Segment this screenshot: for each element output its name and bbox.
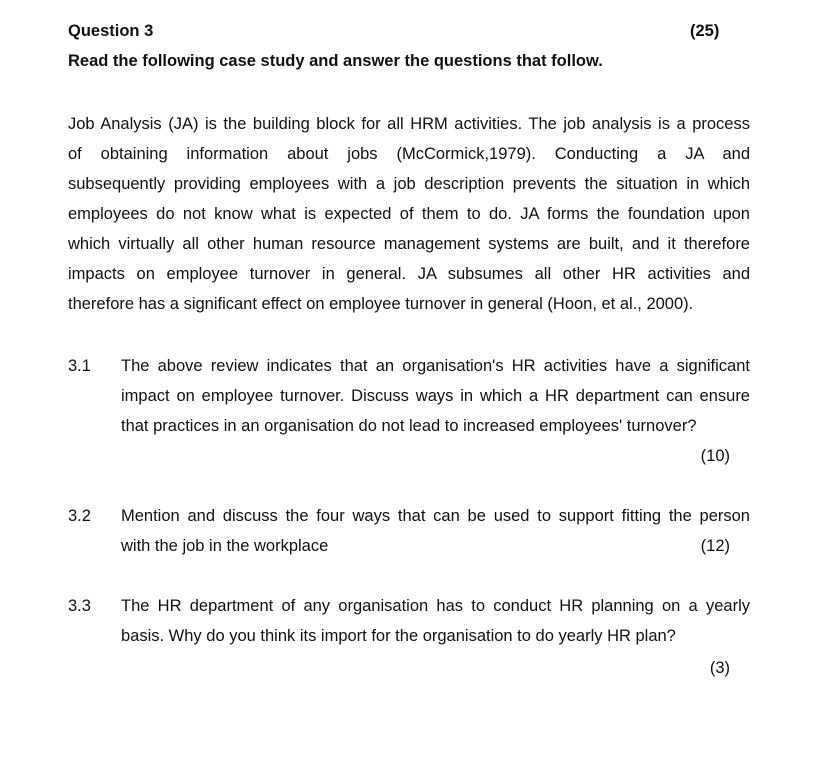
- question-marks: (12): [700, 537, 730, 555]
- question-line: The above review indicates that an organisation's HR activities have a significant: [121, 357, 750, 375]
- question-line: The HR department of any organisation has to conduct HR planning on a yearly: [121, 597, 750, 615]
- question-number: 3.3: [68, 597, 91, 615]
- paragraph-line: impacts on employee turnover in general. JA subsumes all other HR activities and: [68, 265, 750, 283]
- instruction: Read the following case study and answer the questions that follow.: [68, 52, 603, 70]
- question-line: with the job in the workplace: [121, 537, 329, 555]
- question-number: 3.1: [68, 357, 91, 375]
- paragraph-line: employees do not know what is expected of them to do. JA forms the foundation upon: [68, 205, 750, 223]
- paragraph-line: of obtaining information about jobs (McCormick,1979). Conducting a JA and: [68, 145, 750, 163]
- question-line: that practices in an organisation do not lead to increased employees' turnover?: [121, 417, 697, 435]
- paragraph-line: subsequently providing employees with a job description prevents the situation in which: [68, 175, 750, 193]
- paragraph-line: Job Analysis (JA) is the building block for all HRM activities. The job analysis is a process: [68, 115, 750, 133]
- question-marks: (10): [700, 447, 730, 465]
- question-marks: (3): [709, 659, 730, 677]
- question-line: basis. Why do you think its import for the organisation to do yearly HR plan?: [121, 627, 676, 645]
- paragraph-line: which virtually all other human resource management systems are built, and it therefore: [68, 235, 750, 253]
- question-total-marks: (25): [690, 22, 720, 40]
- paragraph-line: therefore has a significant effect on employee turnover in general (Hoon, et al., 2000).: [68, 295, 694, 313]
- question-number: 3.2: [68, 507, 91, 525]
- question-line: impact on employee turnover. Discuss ways in which a HR department can ensure: [121, 387, 750, 405]
- question-line: Mention and discuss the four ways that can be used to support fitting the person: [121, 507, 750, 525]
- question-title: Question 3: [68, 22, 154, 40]
